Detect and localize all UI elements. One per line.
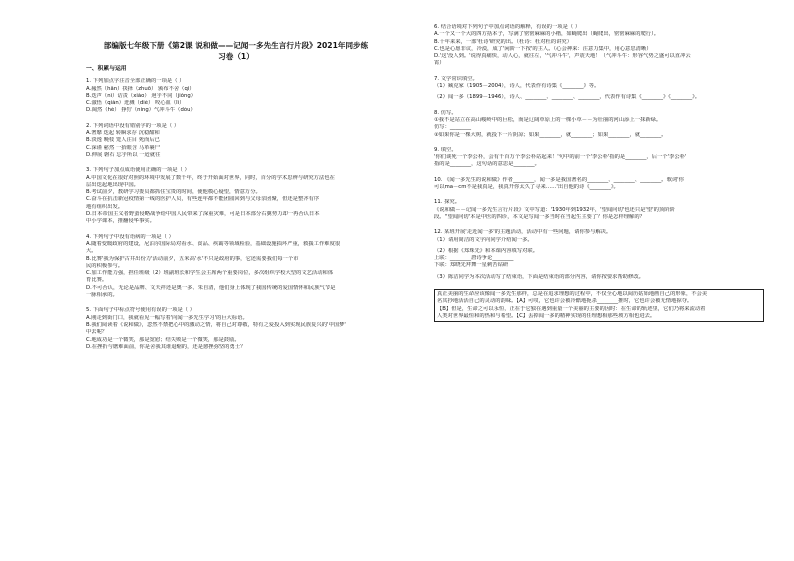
question-stem: 11. 探究。 [434, 199, 460, 206]
question-line: （2）闻一多（1899－1946），诗人、________、________、________，代表作有诗集《________》《________》。 [434, 94, 701, 101]
question-line: A.中国文化在很好对照的环境中发展了数千年，终于开始面对世界，同时，百分的学术思辨与研究方法也在 [86, 174, 335, 181]
question-line: 《说和做－－记闻一多先生言行片段》文中写道：'1930年到1932年，'望闻问切'也还只是'望'的顶阶阶 [434, 206, 675, 213]
question-line: C.深谨 慈然 一抬眼含 马革裹尸 [86, 144, 160, 151]
question-line: D.不可否认，无论是品牌、文天祥还是奥一多、朱自清，他们身上体现了我国传统的爱国情怀和民族气节是 [86, 284, 336, 291]
question-line: D.'这'没人到。'说得真痛快，动人心，就往左，'气冲斗牛'，声震天地！（气冲斗牛：形容气势之盛可以直冲云 [434, 53, 691, 60]
question-line: 指的是________，这句话的意思是________。 [434, 161, 540, 168]
question-line: 层出迭起地出现中国。 [86, 181, 139, 188]
question-line: 可以ma－cm不是我真是，我真开你太久了寻来……'出自他的诗《________》。 [434, 184, 619, 191]
question-block [434, 24, 764, 68]
question-stem: 4. 下列句子中没有语病的一项是（ ） [86, 233, 174, 240]
question-block [434, 199, 764, 221]
title-line-1: 部编版七年级下册《第2课 说和做——记闻一多先生言行片段》2021年同步练 [103, 41, 369, 50]
passage-line: 真正美丽的生命应该像闻一多先生那样，总是在追求理想的过程中，不仅全心地以阅历姑始地画自己的形象，不会美 [437, 291, 708, 298]
question-line: C.澈悟（qián）迸溅（diè） 咬心血（lì） [86, 100, 185, 107]
question-line: （1）臧克家（1905－2004），诗人，代表作有诗集《________》等。 [434, 83, 600, 90]
question-line: D.日本帝国主义者野蛮侵略战争给中国人民带来了深重灾难，可是日本部分右翼势力却一再否认日本 [86, 211, 320, 218]
question-block [434, 110, 764, 139]
question-stem: 10. 《闻一多先生的说和做》作者________，闻一多是我国著名的________、________、________。歌词'你 [434, 176, 684, 183]
question-block [86, 123, 386, 159]
title-line-2: 习卷（1） [218, 52, 254, 61]
right-questions [434, 24, 764, 281]
question-line: 下联：郑晓先拜舞一星刺苦钻研 [434, 262, 509, 269]
question-stem: 2. 下列词语中没有错别字的一项是（ ） [86, 122, 180, 129]
passage-line: 名其抄地活活自己的灵动的韵味。【A】可叹，它也许会被冷酷地扼杀________推时，它也许会被无情地掠夺。 [437, 298, 693, 305]
question-line: ②如果你是一棵大树，就投下一片阴凉；如果________，就________；如果________，就________。 [434, 131, 667, 138]
question-stem: 5. 下面句子中标点符号使用有误的一项是（ ） [86, 307, 196, 314]
question-line: C.地成功是一个微笑，那是宽慰；结失败是一个微笑，那是鼓励。 [86, 336, 240, 343]
question-line: B.迭声（nì）诘责（xiào） 迥乎不同（jiǒng） [86, 92, 196, 99]
question-line: （2）根据《郑珠先》和本课内容填写对联。 [434, 247, 539, 254]
question-line: C.奋斗在抗击新冠疫情第一线的医护人员，有些连年都不能团圆回到与父母亲团聚，但还是整齐有序 [86, 196, 320, 203]
question-block [86, 167, 386, 225]
question-line: A.一个又一个大的四方括本子，写满了密密麻麻的小楷，如蝇爬出（蝇爬出，密密麻麻的爬行）。 [434, 31, 660, 38]
question-block [434, 177, 764, 192]
question-line: 仿写：________ [434, 124, 472, 131]
question-line: 大。 [86, 248, 97, 255]
question-line: 中去呢？ [86, 329, 108, 336]
question-line: B.淡逸 晚枝 笼人注目 死而后已 [86, 137, 160, 144]
question-line: A.奢靡 迭起 转瞬求存 沉稳酣和 [86, 130, 160, 137]
question-line: B.我们阅读着《说和做》，忽然不禁把心中的激动之情，将自己对尊敬，特有之爱投入到实现民族复兴的'中国梦' [86, 321, 346, 328]
question-line: C.加工作能力强，担任班级（2）班副班长和学生会主席两个重要岗位，多次组织学校大型的文艺活动和体 [86, 270, 334, 277]
question-line: 上联：________唐诗争论________ [434, 255, 514, 262]
question-block [86, 78, 386, 114]
section-heading: 一、积累与运用 [86, 66, 127, 72]
question-line: 段。''望闻问切'本是中医的四诊，本文是写闻一多当时在当起生主要了？你是怎样理解的？ [434, 213, 645, 220]
question-line: A.随着变暖政府的建设，尼泊尔国际局对看水、食品、疾霸等领域检验，基础设施损坏严重，救援工作难度很 [86, 240, 341, 247]
question-block [434, 76, 764, 102]
question-line: ①我不是站立在高山峻岭中的巨松，而是辽阔草原上的一棵小草－－为壮丽的河山添上一抹新绿。 [434, 116, 662, 123]
question-line: 民的积极参与。 [86, 262, 124, 269]
question-line: 中小学课本，推翻侵华事实。 [86, 218, 155, 225]
boxed-passage [434, 289, 764, 322]
passage-line: 【B】但是，生命之可以永恒，正在于它独在遇到重量一个美丽的主要的因时：在生命的轨迹里，它们乃将来流动着 [437, 305, 706, 312]
question-stem: 12. 某班开展'走近闻一多'的主题活动，活动中有一些问题，请你参与解决。 [434, 229, 612, 236]
left-column [86, 24, 386, 359]
right-column [434, 24, 764, 322]
passage-line: 人类对世界最恒和的热和与希望。【C】丢掉闻一多的精神实现的任理想相那些坡方相也进去。 [437, 312, 656, 319]
question-block [86, 307, 386, 351]
paper-title [86, 40, 386, 62]
question-stem: 6. 结合语境对下列句子中加点词语的解释，有误的一项是（ ） [434, 24, 581, 30]
question-block [434, 147, 764, 169]
question-line: 地有组织出发。 [86, 203, 124, 210]
question-stem: 8. 仿写。 [434, 109, 457, 116]
question-line: B.比赛'我为保护古井出份力'活动前夕，五米高'水'不只是政府的事，它还需要我们每一个市 [86, 255, 299, 262]
question-stem: 7. 文学常识填空。 [434, 75, 478, 82]
question-line: B.十年来来，一部'杜诗'研究的出。（杜诗：杜对杜的讲究） [434, 38, 573, 45]
question-line: A.赧然（hǎn）抉择（zhuō） 颁布不舍（qì） [86, 85, 195, 92]
question-line: （3）陈洁同学为本次活动写了结束语，下面是结束语的部分内容，请你按要求帮助修改。 [434, 273, 644, 280]
question-block [86, 234, 386, 300]
question-stem: 3. 下列句子加点成语使用正确的一项是（ ） [86, 167, 190, 174]
question-block [434, 229, 764, 281]
question-line: 霄） [434, 60, 445, 67]
question-line: '你们谈死一个李公朴，会有千百万个李公朴站起来！'句中的前一个'李公朴'指的是________，后一个'李公朴' [434, 154, 687, 161]
question-stem: 9. 填空。 [434, 146, 457, 153]
question-line: D.在挫折与磨难面前，你是舍我其谁退缩的，还是愈挫弥坚的勇士？ [86, 343, 246, 350]
question-line: B.考试前夕，教研学习委员都抓住宝贵的时间，使他模心疑望，情意万分。 [86, 189, 261, 196]
question-line: 一脉相承的。 [86, 292, 118, 299]
question-line: （1）请用简洁的文字向同学介绍闻一多。 [434, 236, 533, 243]
question-line: A.刚走到街门口，我就看见一幅写着'向闻一多先生学习'的巨大标语。 [86, 314, 248, 321]
question-stem: 1. 下列加点字注音全部正确的一项是（ ） [86, 78, 185, 85]
question-line: 育比赛。 [86, 277, 108, 284]
question-line: D.伸展 磐石 忘乎所以 一迨就往 [86, 151, 161, 158]
left-questions [86, 78, 386, 351]
question-line: C.也是心愿非议，冷漠，成了'闲阶一下按'的主人。（心会神来：注意力集中，用心意思清晰） [434, 45, 652, 52]
question-line: D.阔然（hè） 狰狞（níng）气冲斗牛（dòu） [86, 107, 196, 114]
